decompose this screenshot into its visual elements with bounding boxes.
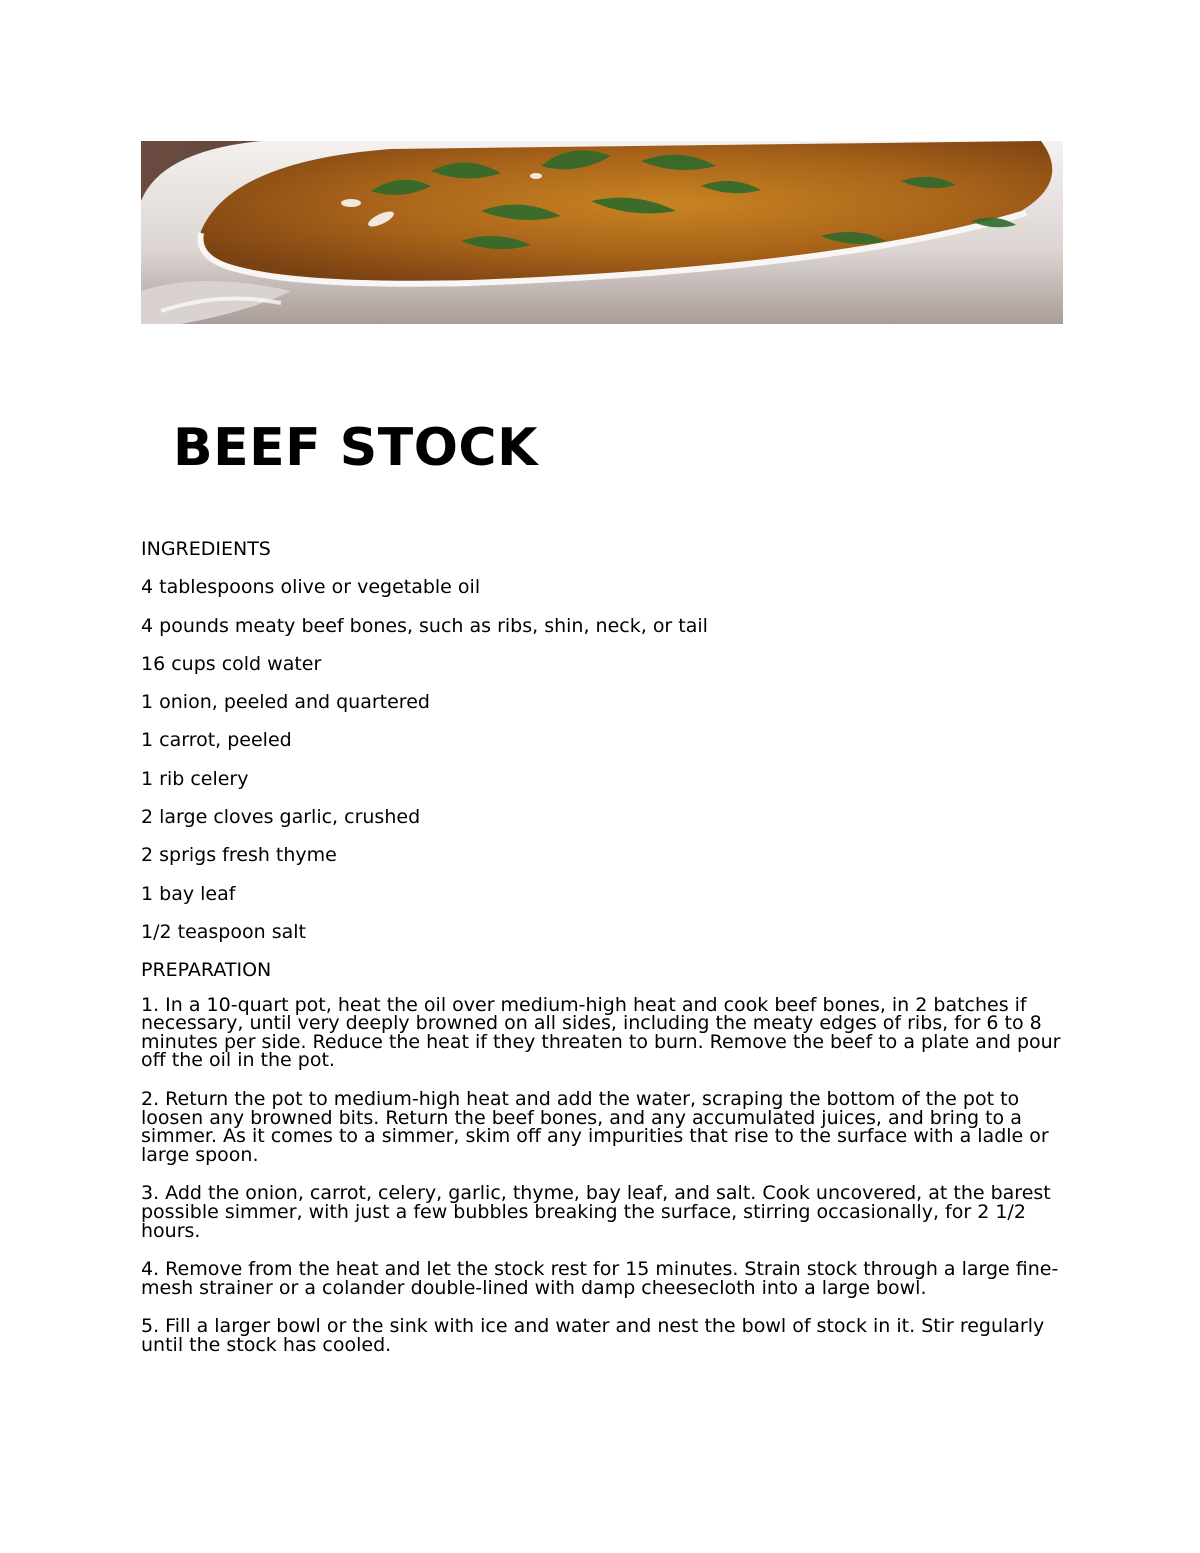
bowl-of-broth-illustration (141, 141, 1063, 324)
preparation-step: 1. In a 10-quart pot, heat the oil over medium-high heat and cook beef bones, in 2 batches if necessary, until very deeply browned on all sides, including the meaty edges of ribs, for 6 to 8 minutes per side. Reduce the heat if they threaten to burn. Remove the beef to a plate and pour off the oil in the pot. (141, 993, 1061, 1072)
preparation-heading: PREPARATION (141, 959, 272, 982)
preparation-step: 5. Fill a larger bowl or the sink with ice and water and nest the bowl of stock in it. Stir regularly until the stock has cooled. (141, 1315, 1045, 1356)
ingredient-item: 1 rib celery (141, 767, 249, 790)
ingredients-heading: INGREDIENTS (141, 538, 271, 560)
preparation-step: 2. Return the pot to medium-high heat and add the water, scraping the bottom of the pot to loosen any browned bits. Return the beef bones, and any accumulated juices, and bring to a simmer. As it comes to a simmer, skim off any impurities that rise to the surface with a ladle or large spoon. (141, 1087, 1049, 1166)
preparation-step: 3. Add the onion, carrot, celery, garlic, thyme, bay leaf, and salt. Cook uncovered, at the barest possible simmer, with just a few bubbles breaking the surface, stirring occasionally, for 2 1/2 hours. (141, 1182, 1051, 1242)
ingredient-item: 2 sprigs fresh thyme (141, 844, 337, 867)
preparation-step: 4. Remove from the heat and let the stock rest for 15 minutes. Strain stock through a large fine-mesh strainer or a colander double-lined with damp cheesecloth into a large bowl. (141, 1258, 1059, 1299)
page-title: BEEF STOCK (173, 418, 538, 478)
hero-image (141, 141, 1063, 324)
ingredient-item: 4 pounds meaty beef bones, such as ribs, shin, neck, or tail (141, 614, 708, 637)
recipe-content (141, 536, 1066, 1374)
ingredient-item: 1 onion, peeled and quartered (141, 691, 430, 714)
ingredient-item: 4 tablespoons olive or vegetable oil (141, 576, 481, 599)
ingredient-item: 1/2 teaspoon salt (141, 920, 306, 943)
ingredient-item: 2 large cloves garlic, crushed (141, 806, 421, 829)
ingredient-item: 1 bay leaf (141, 882, 236, 905)
ingredient-item: 16 cups cold water (141, 652, 322, 675)
ingredient-item: 1 carrot, peeled (141, 729, 292, 752)
